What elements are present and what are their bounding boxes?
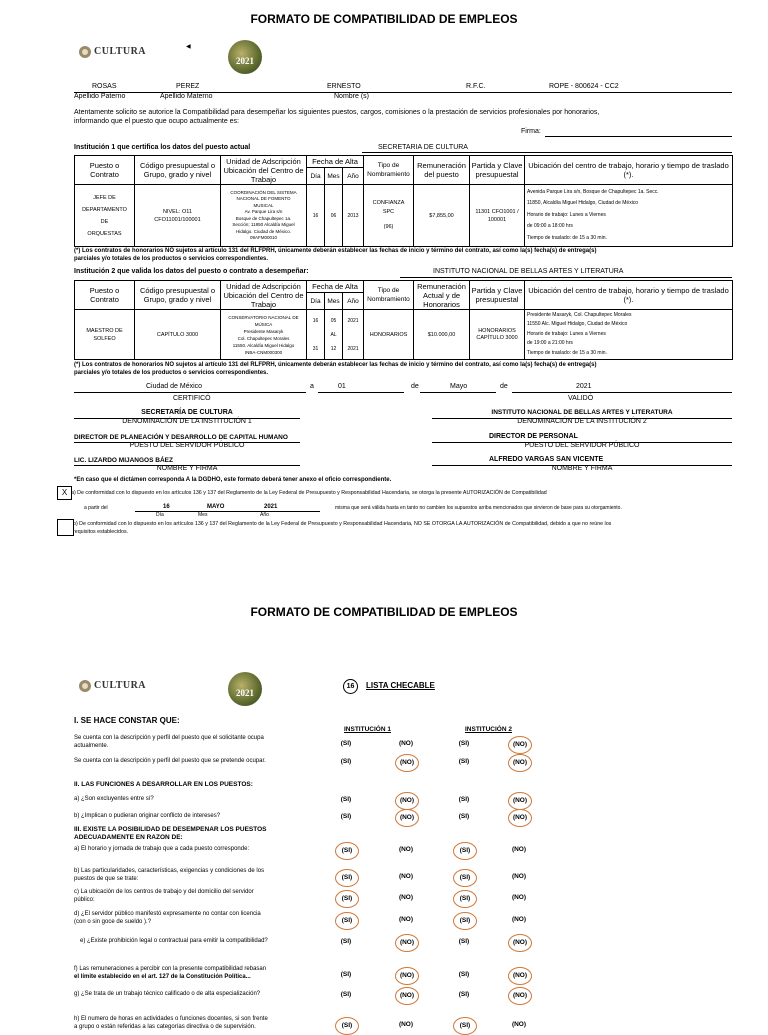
- dgdho-note: *En caso que el dictámen corresponda A la DGDHO, este formato deberá tener anexo el oficio correspondiente.: [74, 477, 392, 483]
- place-de-1: de: [411, 383, 419, 390]
- right-nombre-label: NOMBRE Y FIRMA: [551, 465, 613, 472]
- place-de-2: de: [500, 383, 508, 390]
- si-option-inst1[interactable]: (SI): [340, 971, 352, 978]
- no-option-inst1[interactable]: (NO): [395, 792, 419, 810]
- si-option-inst1[interactable]: (SI): [335, 890, 359, 908]
- place-day: 01: [338, 383, 346, 390]
- row2-puesto: MAESTRO DE SOLFEO: [75, 310, 135, 360]
- partir-mes-label: Mes: [198, 512, 208, 518]
- page-2-title: FORMATO DE COMPATIBILIDAD DE EMPLEOS: [250, 605, 518, 619]
- right-institution: INSTITUTO NACIONAL DE BELLAS ARTES Y LITERATURA: [491, 409, 673, 416]
- col-dia: Día: [307, 168, 325, 185]
- day-underline: [318, 392, 404, 393]
- seal-year: 2021: [236, 688, 254, 698]
- no-option-inst2[interactable]: (NO): [508, 934, 532, 952]
- col-codigo: Código presupuestal o Grupo, grado y nivel: [135, 156, 221, 185]
- rfc-value: ROPE - 800624 - CC2: [549, 83, 619, 90]
- section-3-title-b: ADECUADAMENTE EN RAZON DE:: [74, 834, 183, 841]
- left-puesto: DIRECTOR DE PLANEACIÓN Y DESARROLLO DE CAPITAL HUMANO: [74, 434, 288, 441]
- institution-2-name: INSTITUTO NACIONAL DE BELLAS ARTES Y LITERATURA: [433, 268, 624, 275]
- institution-1-header: INSTITUCIÓN 1: [344, 726, 391, 733]
- certifico-label: CERTIFICÓ: [173, 395, 211, 402]
- row1-tipo: CONFIANZA SPC (96): [364, 185, 414, 247]
- cultura-logo: CULTURA: [94, 680, 147, 691]
- no-option-inst1[interactable]: (NO): [395, 809, 419, 827]
- row2-anio: 2021 2021: [343, 310, 364, 360]
- checklist-item-text: a) ¿Son excluyentes entre sí?: [74, 796, 154, 802]
- row1-unidad: COORDINACIÓN DEL SISTEMA NACIONAL DE FOMENTO MUSICAL Av. Parque Lira s/n Bosque de Chapultepec 1a. Sección; 11850 Alcaldía Miguel Hidalgo. Ciudad de México. 09AFM00010: [221, 185, 307, 247]
- page-title: FORMATO DE COMPATIBILIDAD DE EMPLEOS: [250, 12, 518, 26]
- right-puesto: DIRECTOR DE PERSONAL: [489, 433, 578, 440]
- row1-dia: 16: [307, 185, 325, 247]
- institution-2-label: Institución 2 que valida los datos del puesto o contrato a desempeñar:: [74, 268, 309, 275]
- col-unidad: Unidad de Adscripción Ubicación del Centro de Trabajo: [221, 156, 307, 185]
- honorarios-note-1: (*) Los contratos de honorarios NO sujetos al artículo 131 del RLFPRH, únicamente deberán establecer las fechas de inicio y término del contrato, así como la(s) fecha(s) de entrega(s): [74, 248, 597, 254]
- place-a: a: [310, 383, 314, 390]
- partir-anio-label: Año: [260, 512, 269, 518]
- cultura-emblem-icon: [78, 45, 92, 59]
- checklist-item-text: f) Las remuneraciones a percibir con la presente compatibilidad rebasan: [74, 966, 267, 972]
- no-option-inst1[interactable]: (NO): [395, 987, 419, 1005]
- si-option-inst1[interactable]: (SI): [335, 1017, 359, 1035]
- honorarios-note-1b: parciales y/o totales de los productos o servicios correspondientes.: [74, 256, 269, 262]
- left-nombre: LIC. LIZARDO MIJANGOS BÁEZ: [74, 457, 173, 464]
- anniversary-seal-icon: [228, 672, 262, 706]
- col-dia: Día: [307, 293, 325, 310]
- si-option-inst1[interactable]: (SI): [335, 912, 359, 930]
- left-nombre-label: NOMBRE Y FIRMA: [156, 465, 218, 472]
- row1-mes: 06: [325, 185, 343, 247]
- anniversary-seal-icon: [228, 40, 262, 74]
- no-option-inst2[interactable]: (NO): [508, 987, 532, 1005]
- checklist-item-text-2: a grupo o están referidas a las categorías directiva o de supervisión.: [74, 1024, 256, 1030]
- section-2-title: II. LAS FUNCIONES A DESARROLLAR EN LOS PUESTOS:: [74, 781, 253, 788]
- nombre-label: Nombre (s): [334, 93, 370, 100]
- option-a-text: a) De conformidad con lo dispuesto en los artículos 136 y 137 del Reglamento de la Ley Federal de Presupuesto y Responsabilidad Hacendaria, se otorga la presente AUTORIZACIÓN de Compatibilidad: [71, 490, 547, 496]
- honorarios-note-2: (*) Los contratos de honorarios NO sujetos al artículo 131 del RLFPRH, únicamente deberán establecer las fechas de inicio y término del contrato, así como la(s) fecha(s) de entrega(s): [74, 362, 597, 368]
- apellido-paterno-value: ROSAS: [92, 83, 117, 90]
- apellido-materno-value: PEREZ: [176, 83, 200, 90]
- si-option-inst2[interactable]: (SI): [458, 796, 470, 803]
- year-underline: [512, 392, 732, 393]
- firma-line[interactable]: [545, 136, 732, 137]
- si-option-inst2[interactable]: (SI): [453, 912, 477, 930]
- row2-mes: 05 AL 12: [325, 310, 343, 360]
- checklist-item-text: a) El horario y jornada de trabajo que a cada puesto corresponde:: [74, 846, 250, 852]
- si-option-inst1[interactable]: (SI): [340, 796, 352, 803]
- checklist-item-text-2: público:: [74, 897, 95, 903]
- col-tipo: Tipo de Nombramiento: [364, 156, 414, 185]
- row1-ubicacion: Avenida Parque Lira s/n, Bosque de Chapultepec 1a. Secc. 11850, Alcaldía Miguel Hidalgo, Ciudad de México Horario de trabajo: Lunes a Viernes de 09:00 a 18:00 hrs Tiempo de traslado: de 15 a 30 min.: [525, 185, 733, 247]
- si-option-inst1[interactable]: (SI): [340, 813, 352, 820]
- institution-2-header: INSTITUCIÓN 2: [465, 726, 512, 733]
- checklist-item-text: Se cuenta con la descripción y perfil del puesto que se pretende ocupar.: [74, 758, 266, 764]
- si-option-inst1[interactable]: (SI): [340, 740, 352, 747]
- checklist-item-text: Se cuenta con la descripción y perfil del puesto que el solicitante ocupa: [74, 735, 264, 741]
- arrow-left-icon: ◀: [186, 44, 191, 50]
- si-option-inst1[interactable]: (SI): [335, 869, 359, 887]
- nombre-value: ERNESTO: [327, 83, 361, 90]
- place-month: Mayo: [450, 383, 468, 390]
- row2-tipo: HONORARIOS: [364, 310, 414, 360]
- institution-1-label: Institución 1 que certifica los datos del puesto actual: [74, 144, 251, 151]
- si-option-inst1[interactable]: (SI): [335, 842, 359, 860]
- left-institution-label: DENOMINACIÓN DE LA INSTITUCIÓN 1: [122, 418, 252, 425]
- checklist-item-text: b) Las particularidades, características, exigencias y condiciones de los: [74, 868, 265, 874]
- checklist-item-text-2: puestos de que se trate:: [74, 876, 139, 882]
- row2-dia: 16 31: [307, 310, 325, 360]
- col-remuneracion: Remuneración del puesto: [414, 156, 470, 185]
- firma-label: Firma:: [521, 128, 541, 135]
- partir-dia-label: Día: [156, 512, 164, 518]
- no-option-inst2[interactable]: (NO): [508, 809, 532, 827]
- no-option-inst2[interactable]: (NO): [508, 967, 532, 985]
- apellido-materno-label: Apellido Materno: [160, 93, 213, 100]
- no-option-inst1[interactable]: (NO): [398, 1021, 414, 1028]
- intro-text-1: Atentamente solicito se autorice la Compatibilidad para desempeñar los siguientes puestos, cargos, comisiones o la prestación de servicios profesionales por honorarios,: [74, 109, 600, 116]
- col-ubicacion: Ubicación del centro de trabajo, horario y tiempo de traslado (*).: [525, 281, 733, 310]
- si-option-inst2[interactable]: (SI): [453, 869, 477, 887]
- checklist-item-text: d) ¿El servidor público manifestó expresamente no contar con licencia: [74, 911, 261, 917]
- section-3-title-a: III. EXISTE LA POSIBILIDAD DE DESEMPENAR LOS PUESTOS: [74, 826, 267, 833]
- si-option-inst1[interactable]: (SI): [340, 991, 352, 998]
- si-option-inst2[interactable]: (SI): [453, 842, 477, 860]
- month-underline: [420, 392, 496, 393]
- row1-anio: 2013: [343, 185, 364, 247]
- col-unidad: Unidad de Adscripción Ubicación del Centro de Trabajo: [221, 281, 307, 310]
- col-partida: Partida y Clave presupuestal: [470, 281, 525, 310]
- section-1-title: I. SE HACE CONSTAR QUE:: [74, 716, 180, 725]
- no-option-inst1[interactable]: (NO): [398, 740, 414, 747]
- no-option-inst1[interactable]: (NO): [395, 967, 419, 985]
- no-option-inst2[interactable]: (NO): [511, 873, 527, 880]
- col-puesto: Puesto o Contrato: [75, 281, 135, 310]
- city-underline: [74, 392, 306, 393]
- checklist-item-text: h) El numero de horas en actividades o funciones docentes, si son frente: [74, 1016, 268, 1022]
- apellido-paterno-label: Apellido Paterno: [74, 93, 126, 100]
- option-b-text-2: requisitos establecidos.: [73, 529, 129, 535]
- col-fecha-alta: Fecha de Alta: [307, 281, 364, 293]
- si-option-inst2[interactable]: (SI): [458, 938, 470, 945]
- rfc-label: R.F.C.: [466, 83, 486, 90]
- si-option-inst2[interactable]: (SI): [453, 1017, 477, 1035]
- col-tipo: Tipo de Nombramiento: [364, 281, 414, 310]
- no-option-inst1[interactable]: (NO): [395, 754, 419, 772]
- partir-anio: 2021: [264, 504, 278, 510]
- row1-remuneracion: $7,855,00: [414, 185, 470, 247]
- option-b-text: b) De conformidad con lo dispuesto en los artículos 136 y 137 del Reglamento de la Ley Federal de Presupuesto y Responsabilidad Hacendaria, NO SE OTORGA LA AUTORIZACIÓN de Compatibilidad, debido a que no reúne los: [73, 521, 612, 527]
- lista-checable-title: LISTA CHECABLE: [366, 681, 435, 690]
- no-option-inst2[interactable]: (NO): [508, 754, 532, 772]
- col-ubicacion: Ubicación del centro de trabajo, horario y tiempo de traslado (*).: [525, 156, 733, 185]
- checklist-item-text-2: (con o sin goce de sueldo ).?: [74, 919, 152, 925]
- partir-dia: 16: [163, 504, 170, 510]
- seal-year: 2021: [236, 56, 254, 66]
- right-nombre: ALFREDO VARGAS SAN VICENTE: [489, 456, 604, 463]
- page-number-badge: 16: [343, 679, 358, 694]
- institution-2-underline: [400, 277, 732, 278]
- no-option-inst2[interactable]: (NO): [511, 894, 527, 901]
- cultura-emblem-icon: [78, 679, 92, 693]
- col-anio: Año: [343, 168, 364, 185]
- row1-codigo: NIVEL: O11 CFO11001/100001: [135, 185, 221, 247]
- col-mes: Mes: [325, 168, 343, 185]
- no-option-inst2[interactable]: (NO): [511, 1021, 527, 1028]
- row2-partida: HONORARIOS CAPÍTULO 3000: [470, 310, 525, 360]
- row2-remuneracion: $10.000,00: [414, 310, 470, 360]
- left-institution: SECRETARÍA DE CULTURA: [141, 409, 233, 416]
- no-option-inst2[interactable]: (NO): [511, 846, 527, 853]
- cultura-logo: CULTURA: [94, 46, 147, 57]
- no-option-inst1[interactable]: (NO): [398, 894, 414, 901]
- si-option-inst2[interactable]: (SI): [458, 740, 470, 747]
- no-option-inst2[interactable]: (NO): [511, 916, 527, 923]
- si-option-inst2[interactable]: (SI): [458, 813, 470, 820]
- checklist-item-text-2: el límite establecido en el art. 127 de la Constitución Política...: [74, 974, 251, 980]
- partir-mes: MAYO: [207, 504, 225, 510]
- col-codigo: Código presupuestal o Grupo, grado y nivel: [135, 281, 221, 310]
- si-option-inst1[interactable]: (SI): [340, 938, 352, 945]
- row1-puesto: JEFE DE DEPARTAMENTO DE ORQUESTAS: [75, 185, 135, 247]
- row2-codigo: CAPÍTULO 3000: [135, 310, 221, 360]
- right-institution-label: DENOMINACIÓN DE LA INSTITUCIÓN 2: [517, 418, 647, 425]
- checklist-item-text: g) ¿Se trata de un trabajo técnico calificado o de alta especialización?: [74, 991, 261, 997]
- partir-label: a partir del: [84, 505, 108, 511]
- col-anio: Año: [343, 293, 364, 310]
- honorarios-note-2b: parciales y/o totales de los productos o servicios correspondientes.: [74, 370, 269, 376]
- intro-text-2: informando que el puesto que ocupo actualmente es:: [74, 118, 240, 125]
- checklist-item-text-2: actualmente.: [74, 743, 109, 749]
- col-mes: Mes: [325, 293, 343, 310]
- right-puesto-label: PUESTO DEL SERVIDOR PÚBLICO: [524, 442, 640, 449]
- no-option-inst1[interactable]: (NO): [395, 934, 419, 952]
- no-option-inst2[interactable]: (NO): [508, 736, 532, 754]
- institution-1-underline: [362, 152, 732, 153]
- institution-1-table: [74, 155, 733, 247]
- authorization-checkbox[interactable]: X: [57, 486, 72, 500]
- checklist-item-text: e) ¿Existe prohibición legal o contractual para emitir la compatibilidad?: [80, 938, 268, 944]
- left-puesto-label: PUESTO DEL SERVIDOR PÚBLICO: [129, 442, 245, 449]
- col-partida: Partida y Clave presupuestal: [470, 156, 525, 185]
- si-option-inst2[interactable]: (SI): [458, 758, 470, 765]
- row1-partida: 11301 CFO1001 / 100001: [470, 185, 525, 247]
- valido-label: VALIDÓ: [568, 395, 594, 402]
- institution-1-name: SECRETARIA DE CULTURA: [378, 144, 468, 151]
- checklist-item-text: b) ¿Implican o pudieran originar conflicto de intereses?: [74, 813, 221, 819]
- place-year: 2021: [576, 383, 592, 390]
- si-option-inst1[interactable]: (SI): [340, 758, 352, 765]
- si-option-inst2[interactable]: (SI): [453, 890, 477, 908]
- checklist-item-text: c) La ubicación de los centros de trabajo y del domicilio del servidor: [74, 889, 254, 895]
- no-option-inst2[interactable]: (NO): [508, 792, 532, 810]
- institution-2-table: [74, 280, 733, 360]
- row2-ubicacion: Presidente Masaryk, Col. Chapultepec Morales 11550 Alc. Miguel Hidalgo, Ciudad de México Horario de trabajo: Lunes a Viernes de 19:00 a 21:00 hrs Tiempo de traslado: de 15 a 30 min.: [525, 310, 733, 360]
- si-option-inst2[interactable]: (SI): [458, 971, 470, 978]
- no-option-inst1[interactable]: (NO): [398, 873, 414, 880]
- no-authorization-checkbox[interactable]: [57, 519, 74, 536]
- no-option-inst1[interactable]: (NO): [398, 846, 414, 853]
- no-option-inst1[interactable]: (NO): [398, 916, 414, 923]
- place-city: Ciudad de México: [146, 383, 203, 390]
- si-option-inst2[interactable]: (SI): [458, 991, 470, 998]
- col-puesto: Puesto o Contrato: [75, 156, 135, 185]
- row2-unidad: CONSERVATORIO NACIONAL DE MÚSICA Presidente Masaryk Col. Chapultepec Morales 11550. Alcaldía Miguel Hidalgo INBA-CNM000300: [221, 310, 307, 360]
- col-fecha-alta: Fecha de Alta: [307, 156, 364, 168]
- partir-rest: misma que será válida hasta en tanto no cambien los supuestos arriba mencionados que sirvieron de base para su otorgamiento.: [335, 505, 622, 511]
- col-remuneracion: Remuneración Actual y de Honorarios: [414, 281, 470, 310]
